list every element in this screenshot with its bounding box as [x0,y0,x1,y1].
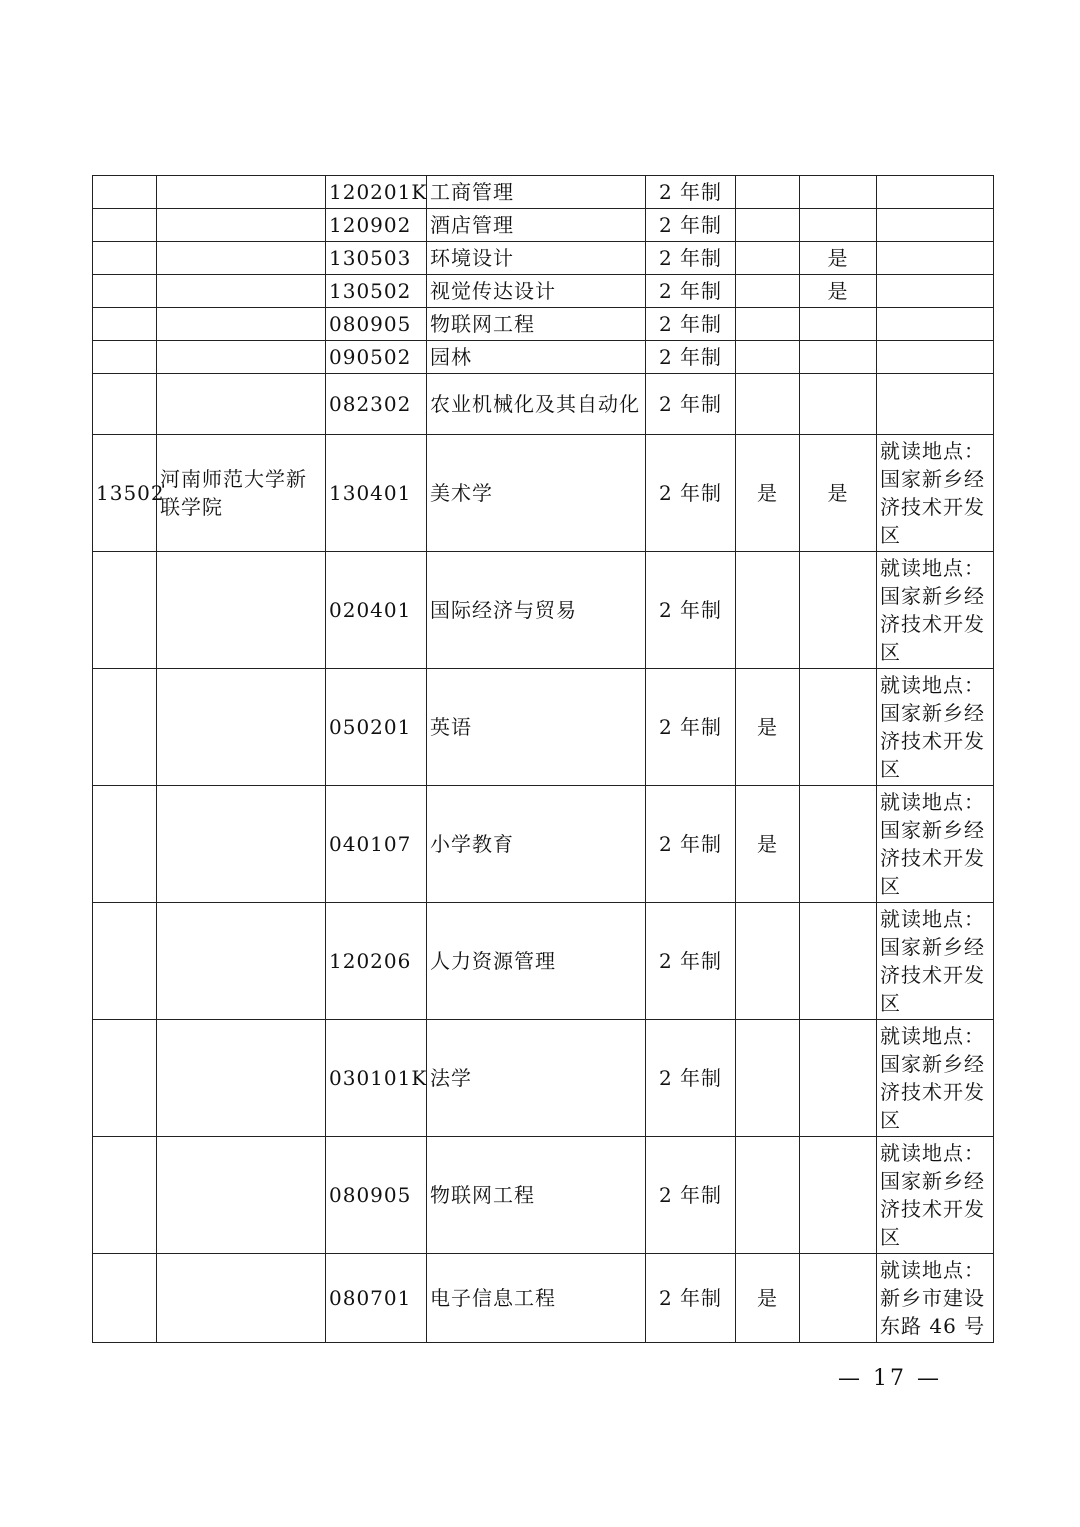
school-name-cell [157,1020,326,1137]
flag2-cell [800,1137,877,1254]
duration-cell: 2 年制 [646,435,736,552]
school-code-cell: 13502 [93,435,157,552]
school-code-cell [93,176,157,209]
note-cell: 就读地点：国家新乡经济技术开发区 [877,552,994,669]
note-cell [877,209,994,242]
flag2-cell [800,308,877,341]
major-name-cell: 农业机械化及其自动化 [427,374,646,435]
major-name-cell: 工商管理 [427,176,646,209]
flag2-cell [800,1254,877,1343]
major-code-cell: 040107 [326,786,427,903]
flag1-cell: 是 [736,669,800,786]
note-cell: 就读地点：国家新乡经济技术开发区 [877,435,994,552]
note-cell: 就读地点：国家新乡经济技术开发区 [877,903,994,1020]
note-cell [877,275,994,308]
major-code-cell: 050201 [326,669,427,786]
school-name-cell: 河南师范大学新联学院 [157,435,326,552]
table-row [93,435,994,552]
note-cell [877,242,994,275]
major-code-cell: 120902 [326,209,427,242]
major-name-cell: 国际经济与贸易 [427,552,646,669]
note-cell [877,341,994,374]
flag2-cell: 是 [800,435,877,552]
flag2-cell [800,209,877,242]
major-name-cell: 美术学 [427,435,646,552]
flag2-cell: 是 [800,242,877,275]
flag1-cell [736,308,800,341]
major-name-cell: 电子信息工程 [427,1254,646,1343]
major-name-cell: 物联网工程 [427,1137,646,1254]
duration-cell: 2 年制 [646,308,736,341]
school-name-cell [157,374,326,435]
major-name-cell: 园林 [427,341,646,374]
school-name-cell [157,903,326,1020]
major-code-cell: 130401 [326,435,427,552]
flag1-cell [736,176,800,209]
major-code-cell: 080905 [326,1137,427,1254]
major-name-cell: 英语 [427,669,646,786]
school-name-cell [157,1254,326,1343]
flag2-cell [800,374,877,435]
school-code-cell [93,669,157,786]
school-code-cell [93,903,157,1020]
major-code-cell: 120201K [326,176,427,209]
school-code-cell [93,341,157,374]
major-code-cell: 090502 [326,341,427,374]
flag1-cell [736,242,800,275]
school-code-cell [93,308,157,341]
flag2-cell [800,669,877,786]
major-name-cell: 法学 [427,1020,646,1137]
flag1-cell [736,374,800,435]
duration-cell: 2 年制 [646,341,736,374]
flag2-cell [800,903,877,1020]
table-row [93,242,994,275]
major-name-cell: 视觉传达设计 [427,275,646,308]
school-name-cell [157,209,326,242]
table-row [93,669,994,786]
note-cell: 就读地点：国家新乡经济技术开发区 [877,1020,994,1137]
note-cell [877,374,994,435]
table-row [93,786,994,903]
page-number: — 17 — [838,1366,942,1391]
duration-cell: 2 年制 [646,275,736,308]
school-code-cell [93,275,157,308]
school-name-cell [157,1137,326,1254]
table-row [93,176,994,209]
school-name-cell [157,275,326,308]
flag2-cell [800,341,877,374]
school-code-cell [93,1137,157,1254]
majors-table [92,175,994,1343]
school-name-cell [157,308,326,341]
school-name-cell [157,341,326,374]
flag1-cell [736,341,800,374]
major-name-cell: 物联网工程 [427,308,646,341]
school-name-cell [157,552,326,669]
major-code-cell: 080905 [326,308,427,341]
duration-cell: 2 年制 [646,242,736,275]
major-code-cell: 020401 [326,552,427,669]
flag1-cell [736,1020,800,1137]
flag1-cell [736,1137,800,1254]
duration-cell: 2 年制 [646,176,736,209]
note-cell: 就读地点：国家新乡经济技术开发区 [877,669,994,786]
note-cell: 就读地点：国家新乡经济技术开发区 [877,786,994,903]
table-row [93,1020,994,1137]
table-row [93,275,994,308]
school-code-cell [93,1254,157,1343]
major-code-cell: 130503 [326,242,427,275]
flag1-cell: 是 [736,1254,800,1343]
flag1-cell [736,275,800,308]
flag1-cell [736,552,800,669]
school-code-cell [93,1020,157,1137]
duration-cell: 2 年制 [646,1254,736,1343]
major-name-cell: 人力资源管理 [427,903,646,1020]
major-name-cell: 环境设计 [427,242,646,275]
duration-cell: 2 年制 [646,903,736,1020]
table-row [93,341,994,374]
table-row [93,209,994,242]
school-code-cell [93,552,157,669]
table-row [93,552,994,669]
table-row [93,903,994,1020]
table-row [93,374,994,435]
flag1-cell [736,209,800,242]
flag2-cell [800,176,877,209]
note-cell: 就读地点：新乡市建设东路 46 号 [877,1254,994,1343]
major-code-cell: 082302 [326,374,427,435]
note-cell [877,308,994,341]
school-name-cell [157,242,326,275]
major-name-cell: 酒店管理 [427,209,646,242]
duration-cell: 2 年制 [646,1020,736,1137]
flag1-cell: 是 [736,435,800,552]
major-code-cell: 130502 [326,275,427,308]
table-row [93,308,994,341]
flag2-cell [800,1020,877,1137]
flag2-cell [800,552,877,669]
school-name-cell [157,786,326,903]
major-code-cell: 080701 [326,1254,427,1343]
flag1-cell [736,903,800,1020]
duration-cell: 2 年制 [646,552,736,669]
major-code-cell: 120206 [326,903,427,1020]
school-code-cell [93,242,157,275]
duration-cell: 2 年制 [646,374,736,435]
major-code-cell: 030101K [326,1020,427,1137]
school-code-cell [93,786,157,903]
flag2-cell [800,786,877,903]
school-code-cell [93,209,157,242]
flag1-cell: 是 [736,786,800,903]
flag2-cell: 是 [800,275,877,308]
school-name-cell [157,176,326,209]
major-name-cell: 小学教育 [427,786,646,903]
duration-cell: 2 年制 [646,669,736,786]
note-cell: 就读地点：国家新乡经济技术开发区 [877,1137,994,1254]
school-name-cell [157,669,326,786]
duration-cell: 2 年制 [646,786,736,903]
school-code-cell [93,374,157,435]
table-row [93,1254,994,1343]
duration-cell: 2 年制 [646,209,736,242]
note-cell [877,176,994,209]
duration-cell: 2 年制 [646,1137,736,1254]
table-row [93,1137,994,1254]
